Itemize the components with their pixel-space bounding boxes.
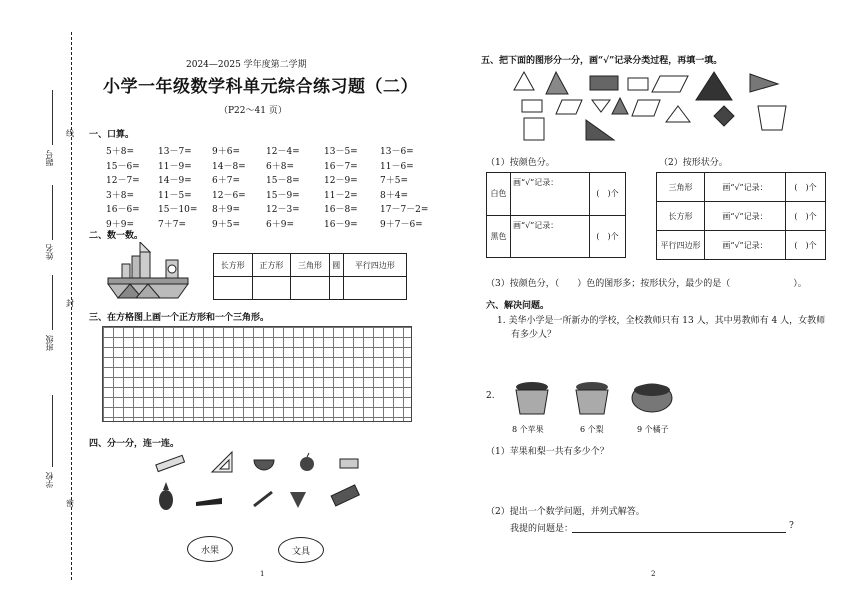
count-answer-cell[interactable] bbox=[329, 277, 343, 300]
pear-basket-icon bbox=[576, 382, 608, 414]
school-label: 学校 bbox=[45, 472, 54, 488]
apple-basket-icon bbox=[516, 382, 548, 414]
pencil-icon[interactable] bbox=[254, 492, 272, 506]
section5-title: 五、把下面的图形分一分，画“√”记录分类过程，再填一填。 bbox=[481, 56, 723, 66]
count-answer-cell[interactable] bbox=[291, 277, 330, 300]
apple-icon[interactable] bbox=[300, 453, 314, 471]
color-table bbox=[486, 172, 626, 258]
count-header-rectangle: 长方形 bbox=[214, 254, 253, 277]
baskets-figure bbox=[512, 378, 678, 420]
calc-item[interactable]: 9＋7－6= bbox=[380, 219, 423, 230]
calc-item[interactable]: 6＋9= bbox=[266, 219, 294, 230]
count-header-triangle: 三角形 bbox=[291, 254, 330, 277]
problem2-number: 2. bbox=[486, 391, 495, 401]
shape-record-triangle[interactable]: 画“√”记录： bbox=[705, 173, 786, 202]
school-line[interactable] bbox=[52, 395, 53, 467]
calc-item[interactable]: 3＋8= bbox=[106, 190, 134, 201]
shape-table bbox=[656, 172, 826, 260]
count-answer-cell[interactable] bbox=[214, 277, 253, 300]
calc-item[interactable]: 17－7－2= bbox=[380, 205, 429, 215]
fruit-oval[interactable]: 水果 bbox=[187, 536, 233, 562]
calc-item[interactable]: 15－6= bbox=[106, 161, 140, 172]
section6-title: 六、解决问题。 bbox=[486, 301, 550, 311]
problem2-q1: （1）苹果和梨一共有多少个？ bbox=[486, 447, 609, 457]
ask-label: 我提的问题是： bbox=[510, 524, 574, 534]
color-row-black: 黑色 bbox=[487, 215, 511, 258]
calc-item[interactable]: 12－9= bbox=[324, 176, 358, 186]
page-title: 小学一年级数学科单元综合练习题（二） bbox=[103, 77, 418, 97]
calc-item[interactable]: 16－6= bbox=[106, 205, 140, 215]
pencil-case-icon[interactable] bbox=[331, 485, 359, 506]
calc-item[interactable]: 15－10= bbox=[158, 205, 198, 215]
eraser-icon[interactable] bbox=[340, 459, 358, 468]
orange-basket-icon bbox=[632, 384, 672, 412]
color-record-white[interactable]: 画“√”记录： bbox=[511, 173, 590, 216]
color-count-black[interactable]: ( )个 bbox=[590, 215, 626, 258]
calc-item[interactable]: 14－8= bbox=[212, 161, 246, 172]
calc-item[interactable]: 11－2= bbox=[324, 190, 358, 201]
color-count-white[interactable]: ( )个 bbox=[590, 173, 626, 216]
calc-item[interactable]: 8＋9= bbox=[212, 205, 240, 215]
shapes-figure bbox=[510, 70, 800, 142]
school-year: 2024—2025 学年度第二学期 bbox=[186, 60, 307, 70]
calc-item[interactable]: 9＋9= bbox=[106, 219, 134, 230]
calc-item[interactable]: 6＋7= bbox=[212, 176, 240, 186]
stapler-icon[interactable] bbox=[196, 498, 222, 506]
page-range: （P22～41 页） bbox=[219, 106, 287, 116]
calc-item[interactable]: 6＋8= bbox=[266, 161, 294, 172]
calc-item[interactable]: 13－6= bbox=[380, 147, 414, 157]
strawberry-icon[interactable] bbox=[290, 492, 306, 508]
calc-item[interactable]: 13－7= bbox=[158, 147, 192, 157]
calc-item[interactable]: 12－7= bbox=[106, 176, 140, 186]
calc-item[interactable]: 11－5= bbox=[158, 190, 192, 201]
calc-item[interactable]: 16－9= bbox=[324, 219, 358, 230]
ruler-icon[interactable] bbox=[156, 455, 185, 471]
pineapple-icon[interactable] bbox=[159, 482, 173, 510]
ask-end: ? bbox=[789, 521, 794, 531]
calc-item[interactable]: 12－3= bbox=[266, 205, 300, 215]
exam-no-label: 题号 bbox=[45, 150, 54, 166]
stationery-oval[interactable]: 文具 bbox=[278, 537, 324, 563]
problem1-line1: 1. 美华小学是一所新办的学校，全校教师只有 13 人，其中男教师有 4 人，女教师 bbox=[497, 316, 826, 326]
seal-char-secret: 密 bbox=[66, 499, 74, 508]
calc-item[interactable]: 15－8= bbox=[266, 176, 300, 186]
shape-record-parallelogram[interactable]: 画“√”记录： bbox=[705, 231, 786, 260]
count-header-square: 正方形 bbox=[252, 254, 291, 277]
oral-calc-grid bbox=[106, 144, 436, 230]
section1-title: 一、口算。 bbox=[89, 130, 135, 140]
sort-items bbox=[150, 450, 372, 518]
q5-3-text: （3）按颜色分，（ ）色的图形多；按形状分，最少的是（ ）。 bbox=[486, 279, 807, 289]
page-number-left: 1 bbox=[260, 570, 265, 578]
count-header-parallelogram: 平行四边形 bbox=[343, 254, 406, 277]
basket-pears-label: 6 个梨 bbox=[580, 425, 604, 434]
page-number-right: 2 bbox=[651, 570, 656, 578]
calc-item[interactable]: 12－4= bbox=[266, 147, 300, 157]
shape-count-parallelogram[interactable]: ( )个 bbox=[786, 231, 826, 260]
name-line[interactable] bbox=[52, 185, 53, 240]
count-answer-cell[interactable] bbox=[343, 277, 406, 300]
class-line[interactable] bbox=[52, 275, 53, 330]
calc-item[interactable]: 11－9= bbox=[158, 161, 192, 172]
count-header-circle: 圆 bbox=[329, 254, 343, 277]
basket-apples-label: 8 个苹果 bbox=[512, 425, 544, 434]
calc-item[interactable]: 15－9= bbox=[266, 190, 300, 201]
set-square-icon[interactable] bbox=[212, 452, 232, 472]
calc-item[interactable]: 9＋5= bbox=[212, 219, 240, 230]
shape-row-parallelogram: 平行四边形 bbox=[657, 231, 705, 260]
calc-item[interactable]: 7＋7= bbox=[158, 219, 186, 230]
calc-item[interactable]: 12－6= bbox=[212, 190, 246, 201]
color-row-white: 白色 bbox=[487, 173, 511, 216]
calc-item[interactable]: 16－8= bbox=[324, 205, 358, 215]
problem1-line2: 有多少人？ bbox=[511, 330, 557, 340]
section2-title: 二、数一数。 bbox=[89, 231, 144, 241]
count-table bbox=[213, 253, 407, 300]
shape-count-triangle[interactable]: ( )个 bbox=[786, 173, 826, 202]
color-record-black[interactable]: 画“√”记录： bbox=[511, 215, 590, 258]
calc-item[interactable]: 5＋8= bbox=[106, 147, 134, 157]
calc-item[interactable]: 9＋6= bbox=[212, 147, 240, 157]
name-label: 姓名 bbox=[45, 244, 54, 260]
calc-item[interactable]: 14－9= bbox=[158, 176, 192, 186]
count-answer-cell[interactable] bbox=[252, 277, 291, 300]
ask-answer-line[interactable] bbox=[572, 532, 786, 533]
seal-char-line: 线 bbox=[66, 129, 74, 138]
calc-item[interactable]: 8＋4= bbox=[380, 190, 408, 201]
drawing-grid[interactable] bbox=[102, 326, 412, 422]
basket-oranges-label: 9 个橘子 bbox=[637, 425, 669, 434]
shape-row-rectangle: 长方形 bbox=[657, 202, 705, 231]
shape-row-triangle: 三角形 bbox=[657, 173, 705, 202]
section4-title: 四、分一分，连一连。 bbox=[89, 439, 180, 449]
calc-item[interactable]: 16－7= bbox=[324, 161, 358, 172]
section3-title: 三、在方格图上画一个正方形和一个三角形。 bbox=[89, 313, 270, 323]
watermelon-icon[interactable] bbox=[254, 460, 274, 470]
calc-item[interactable]: 13－5= bbox=[324, 147, 358, 157]
shape-record-rectangle[interactable]: 画“√”记录： bbox=[705, 202, 786, 231]
exam-no-line[interactable] bbox=[52, 90, 53, 145]
class-label: 班级 bbox=[45, 335, 54, 351]
shape-count-rectangle[interactable]: ( )个 bbox=[786, 202, 826, 231]
problem2-q2: （2）提出一个数学问题，并列式解答。 bbox=[486, 507, 645, 517]
seal-char-seal: 封 bbox=[66, 299, 74, 308]
calc-item[interactable]: 11－6= bbox=[380, 161, 414, 172]
boat-figure bbox=[100, 242, 196, 302]
calc-item[interactable]: 7＋5= bbox=[380, 176, 408, 186]
q5-1-label: （1）按颜色分。 bbox=[486, 158, 555, 168]
q5-2-label: （2）按形状分。 bbox=[659, 158, 728, 168]
